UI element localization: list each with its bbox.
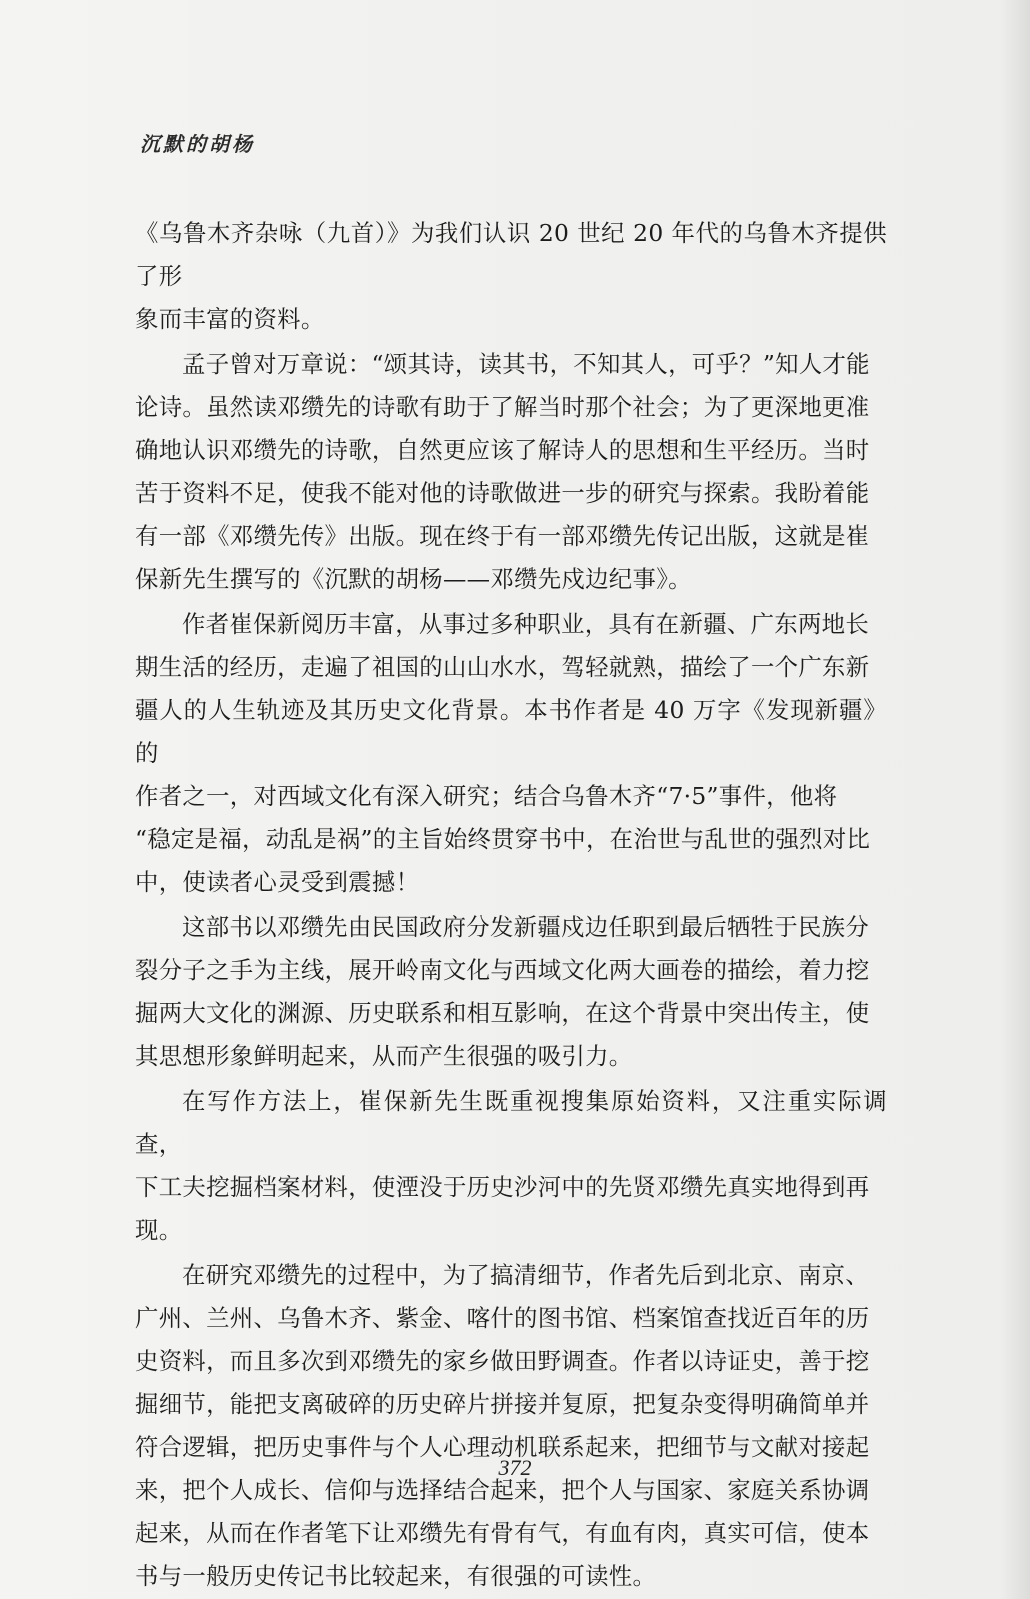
paragraph: 《乌鲁木齐杂咏（九首）》为我们认识 20 世纪 20 年代的乌鲁木齐提供了形 象而丰富的资料。 (135, 219, 887, 333)
paragraph: 孟子曾对万章说：“颂其诗，读其书，不知其人，可乎？”知人才能 论诗。虽然读邓缵先的诗歌有助于了解当时那个社会；为了更深地更准 确地认识邓缵先的诗歌，自然更应该了解诗人的思想和生平经历。当时 苦于资料不足，使我不能对他的诗歌做进一步的研究与探索。我盼着能 有一部《邓缵先传》出版。现在终于有一部邓缵先传记出版，这就是崔 保新先生撰写的《沉默的胡杨——邓缵先戍边纪事》。 (135, 350, 870, 593)
paragraph: 在写作方法上，崔保新先生既重视搜集原始资料，又注重实际调查， 下工夫挖掘档案材料，使湮没于历史沙河中的先贤邓缵先真实地得到再 现。 (135, 1087, 887, 1244)
paragraph: 作者崔保新阅历丰富，从事过多种职业，具有在新疆、广东两地长 期生活的经历，走遍了祖国的山山水水，驾轻就熟，描绘了一个广东新 疆人的人生轨迹及其历史文化背景。本书作者是 40 万字《发现新疆》的 作者之一，对西域文化有深入研究；结合乌鲁木齐“7·5”事件，他将 “稳定是福，动乱是祸”的主旨始终贯穿书中，在治世与乱世的强烈对比 中，使读者心灵受到震撼！ (135, 610, 887, 896)
paragraph: 这部书以邓缵先由民国政府分发新疆戍边任职到最后牺牲于民族分 裂分子之手为主线，展开岭南文化与西域文化两大画卷的描绘，着力挖 掘两大文化的渊源、历史联系和相互影响，在这个背景中突出传主，使 其思想形象鲜明起来，从而产生很强的吸引力。 (135, 913, 870, 1070)
body-text (135, 212, 887, 1598)
page-number: 372 (498, 1455, 532, 1480)
running-head: 沉默的胡杨 (140, 132, 255, 156)
paragraph: 在研究邓缵先的过程中，为了搞清细节，作者先后到北京、南京、 广州、兰州、乌鲁木齐、紫金、喀什的图书馆、档案馆查找近百年的历 史资料，而且多次到邓缵先的家乡做田野调查。作者以诗证史，善于挖 掘细节，能把支离破碎的历史碎片拼接并复原，把复杂变得明确简单并 符合逻辑，把历史事件与个人心理动机联系起来，把细节与文献对接起 来，把个人成长、信仰与选择结合起来，把个人与国家、家庭关系协调 起来，从而在作者笔下让邓缵先有骨有气，有血有肉，真实可信，使本 书与一般历史传记书比较起来，有很强的可读性。 (135, 1261, 870, 1590)
page-edge-shadow (1000, 0, 1030, 1599)
